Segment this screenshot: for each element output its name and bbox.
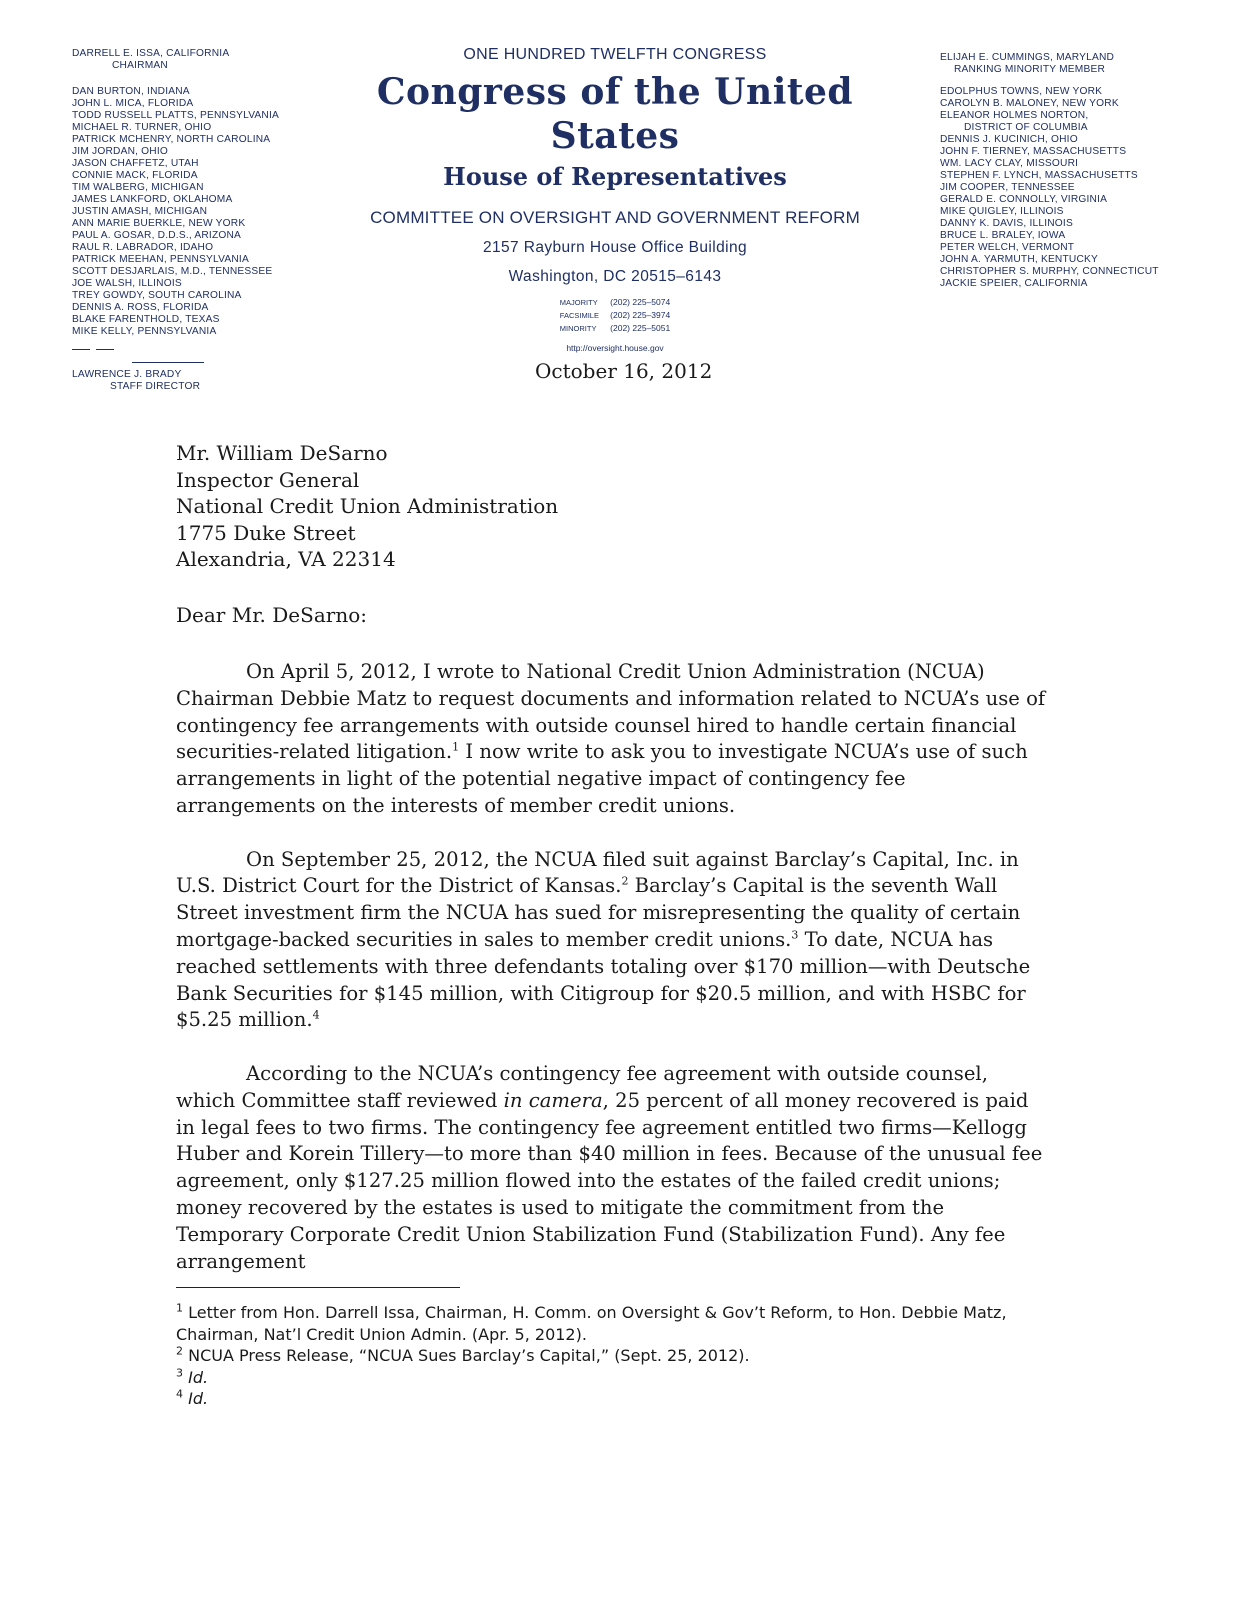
recipient-city: Alexandria, VA 22314 bbox=[176, 547, 396, 571]
footnote-text: Id. bbox=[188, 1367, 209, 1387]
recipient-address bbox=[176, 440, 558, 573]
office-address: 2157 Rayburn House Office Building bbox=[482, 239, 748, 256]
house-title: House of Representatives bbox=[443, 162, 787, 191]
paragraph-text: On April 5, 2012, I wrote to National Credit Union Administration (NCUA) Chairman Debbie Matz to request documents and information related to NCUA’s use of contingency fee arrangements with outside counsel hired to handle certain financial securities-related litigation. bbox=[176, 660, 1046, 764]
salutation: Dear Mr. DeSarno: bbox=[176, 603, 367, 627]
congress-number: ONE HUNDRED TWELFTH CONGRESS bbox=[463, 46, 767, 63]
footnote bbox=[176, 1367, 1056, 1389]
footnote-marker: 4 bbox=[312, 1008, 320, 1022]
recipient-organization: National Credit Union Administration bbox=[176, 494, 559, 518]
member-name: JOHN A. YARMUTH, KENTUCKY bbox=[940, 254, 1099, 265]
majority-member-list bbox=[72, 86, 312, 338]
majority-members-column bbox=[72, 48, 312, 393]
contact-number: (202) 225–5051 bbox=[610, 323, 671, 333]
member-name: RAUL R. LABRADOR, IDAHO bbox=[72, 242, 214, 253]
contact-row bbox=[560, 296, 670, 309]
member-name: EDOLPHUS TOWNS, NEW YORK bbox=[940, 86, 1103, 97]
footnote-marker: 2 bbox=[621, 874, 629, 888]
member-name: TIM WALBERG, MICHIGAN bbox=[72, 182, 204, 193]
paragraph-italic-text: in camera bbox=[503, 1088, 603, 1112]
member-name: WM. LACY CLAY, MISSOURI bbox=[940, 158, 1079, 169]
paragraph-text: , 25 percent of all money recovered is paid in legal fees to two firms. The contingency fee agreement entitled two firms—Kellogg Huber and Korein Tillery—to more than $40 million in fees. Because of the unusual fee agreement, only $127.25 million flowed into the estates of the failed credit unions; money recovered by the estates is used to mitigate the commitment from the Temporary Corporate Credit Union Stabilization Fund (Stabilization Fund). Any fee arrangement bbox=[176, 1088, 1043, 1273]
member-name: DENNIS A. ROSS, FLORIDA bbox=[72, 302, 209, 313]
short-rules bbox=[72, 344, 312, 356]
footnote bbox=[176, 1388, 1056, 1410]
member-name: DANNY K. DAVIS, ILLINOIS bbox=[940, 218, 1073, 229]
footnote-divider bbox=[176, 1287, 460, 1288]
member-name: JOHN L. MICA, FLORIDA bbox=[72, 98, 194, 109]
contact-label: MINORITY bbox=[559, 324, 597, 333]
footnote-number: 1 bbox=[176, 1301, 183, 1315]
recipient-name: Mr. William DeSarno bbox=[176, 441, 388, 465]
footnote bbox=[176, 1302, 1056, 1345]
member-name: JOE WALSH, ILLINOIS bbox=[72, 278, 182, 289]
office-city: Washington, DC 20515–6143 bbox=[508, 268, 722, 285]
chairman-name: DARRELL E. ISSA, CALIFORNIA bbox=[72, 48, 230, 59]
footnote-number: 3 bbox=[176, 1366, 183, 1380]
paragraph bbox=[176, 1061, 1046, 1275]
divider bbox=[96, 349, 114, 350]
member-name: JUSTIN AMASH, MICHIGAN bbox=[72, 206, 208, 217]
member-name: JAMES LANKFORD, OKLAHOMA bbox=[72, 194, 233, 205]
paragraph bbox=[176, 659, 1046, 820]
divider bbox=[132, 362, 204, 363]
member-name: JIM JORDAN, OHIO bbox=[72, 146, 169, 157]
contact-numbers bbox=[560, 296, 670, 335]
contact-number: (202) 225–3974 bbox=[610, 310, 671, 320]
member-name: JIM COOPER, TENNESSEE bbox=[940, 182, 1075, 193]
paragraph-text: I now write to ask you to investigate NCUA’s use of such arrangements in light of the potential negative impact of contingency fee arrangements on the interests of member credit unions. bbox=[176, 740, 1028, 817]
minority-members-column bbox=[940, 52, 1200, 290]
member-name: MIKE KELLY, PENNSYLVANIA bbox=[72, 326, 217, 337]
contact-row bbox=[560, 322, 670, 335]
letter-body bbox=[176, 659, 1046, 1302]
member-name: JACKIE SPEIER, CALIFORNIA bbox=[940, 278, 1088, 289]
footnotes bbox=[176, 1302, 1056, 1410]
contact-label: FACSIMILE bbox=[559, 311, 599, 320]
member-name: TODD RUSSELL PLATTS, PENNSYLVANIA bbox=[72, 110, 280, 121]
contact-number: (202) 225–5074 bbox=[610, 297, 671, 307]
letterhead-center bbox=[330, 46, 900, 353]
member-name: CAROLYN B. MALONEY, NEW YORK bbox=[940, 98, 1119, 109]
member-name: DISTRICT OF COLUMBIA bbox=[964, 122, 1088, 133]
paragraph-text: Barclay’s Capital is the seventh Wall Street investment firm the NCUA has sued for misrepresenting the quality of certain mortgage-backed securities in sales to member credit unions. bbox=[176, 874, 1021, 951]
footnote-marker: 3 bbox=[791, 928, 799, 942]
footnote-text: Letter from Hon. Darrell Issa, Chairman, H. Comm. on Oversight & Gov’t Reform, to Hon. Debbie Matz, Chairman, Nat’l Credit Union Admin. (Apr. 5, 2012). bbox=[176, 1303, 1007, 1344]
member-name: MIKE QUIGLEY, ILLINOIS bbox=[940, 206, 1064, 217]
footnote bbox=[176, 1345, 1056, 1367]
member-name: CONNIE MACK, FLORIDA bbox=[72, 170, 198, 181]
ranking-member-title: RANKING MINORITY MEMBER bbox=[954, 64, 1106, 75]
member-name: JOHN F. TIERNEY, MASSACHUSETTS bbox=[940, 146, 1127, 157]
paragraph-text: On September 25, 2012, the NCUA filed suit against Barclay’s Capital, Inc. in U.S. District Court for the District of Kansas. bbox=[176, 847, 1019, 898]
footnote-number: 4 bbox=[176, 1387, 183, 1401]
recipient-title: Inspector General bbox=[176, 467, 360, 492]
member-name: MICHAEL R. TURNER, OHIO bbox=[72, 122, 212, 133]
paragraph-text: According to the NCUA’s contingency fee agreement with outside counsel, which Committee staff reviewed bbox=[176, 1061, 988, 1112]
contact-row bbox=[560, 309, 670, 322]
member-name: PAUL A. GOSAR, D.D.S., ARIZONA bbox=[72, 230, 242, 241]
member-name: TREY GOWDY, SOUTH CAROLINA bbox=[72, 290, 242, 301]
congress-title: Congress of the United States bbox=[376, 71, 854, 157]
divider bbox=[72, 349, 90, 350]
member-name: GERALD E. CONNOLLY, VIRGINIA bbox=[940, 194, 1108, 205]
member-name: BLAKE FARENTHOLD, TEXAS bbox=[72, 314, 220, 325]
member-name: PATRICK MCHENRY, NORTH CAROLINA bbox=[72, 134, 271, 145]
member-name: ANN MARIE BUERKLE, NEW YORK bbox=[72, 218, 246, 229]
website-link[interactable]: http://oversight.house.gov bbox=[566, 343, 664, 353]
member-name: JASON CHAFFETZ, UTAH bbox=[72, 158, 199, 169]
committee-name: COMMITTEE ON OVERSIGHT AND GOVERNMENT REFORM bbox=[370, 208, 860, 227]
paragraph bbox=[176, 847, 1046, 1035]
recipient-street: 1775 Duke Street bbox=[176, 520, 356, 545]
letter-date: October 16, 2012 bbox=[535, 359, 713, 383]
footnote-text: Id. bbox=[188, 1389, 209, 1408]
member-name: DENNIS J. KUCINICH, OHIO bbox=[940, 134, 1078, 145]
member-name: CHRISTOPHER S. MURPHY, CONNECTICUT bbox=[940, 266, 1159, 277]
member-name: PATRICK MEEHAN, PENNSYLVANIA bbox=[72, 254, 249, 265]
footnote-number: 2 bbox=[176, 1344, 183, 1358]
footnote-text: NCUA Press Release, “NCUA Sues Barclay’s Capital,” (Sept. 25, 2012). bbox=[188, 1346, 750, 1365]
footnote-marker: 1 bbox=[452, 740, 460, 754]
member-name: PETER WELCH, VERMONT bbox=[940, 242, 1075, 253]
staff-director-name: LAWRENCE J. BRADY bbox=[72, 369, 182, 380]
member-name: BRUCE L. BRALEY, IOWA bbox=[940, 230, 1066, 241]
member-name: SCOTT DESJARLAIS, M.D., TENNESSEE bbox=[72, 266, 273, 277]
staff-director-title: STAFF DIRECTOR bbox=[110, 381, 201, 392]
member-name: ELEANOR HOLMES NORTON, bbox=[940, 110, 1089, 121]
member-name: STEPHEN F. LYNCH, MASSACHUSETTS bbox=[940, 170, 1138, 181]
member-name: DAN BURTON, INDIANA bbox=[72, 86, 190, 97]
minority-member-list bbox=[940, 86, 1200, 290]
contact-label: MAJORITY bbox=[559, 298, 598, 307]
chairman-title: CHAIRMAN bbox=[112, 60, 168, 71]
paragraph-text: To date, NCUA has reached settlements with three defendants totaling over $170 million—with Deutsche Bank Securities for $145 million, with Citigroup for $20.5 million, and with HSBC for $5.25 million. bbox=[176, 927, 1031, 1032]
ranking-member-name: ELIJAH E. CUMMINGS, MARYLAND bbox=[940, 52, 1115, 63]
